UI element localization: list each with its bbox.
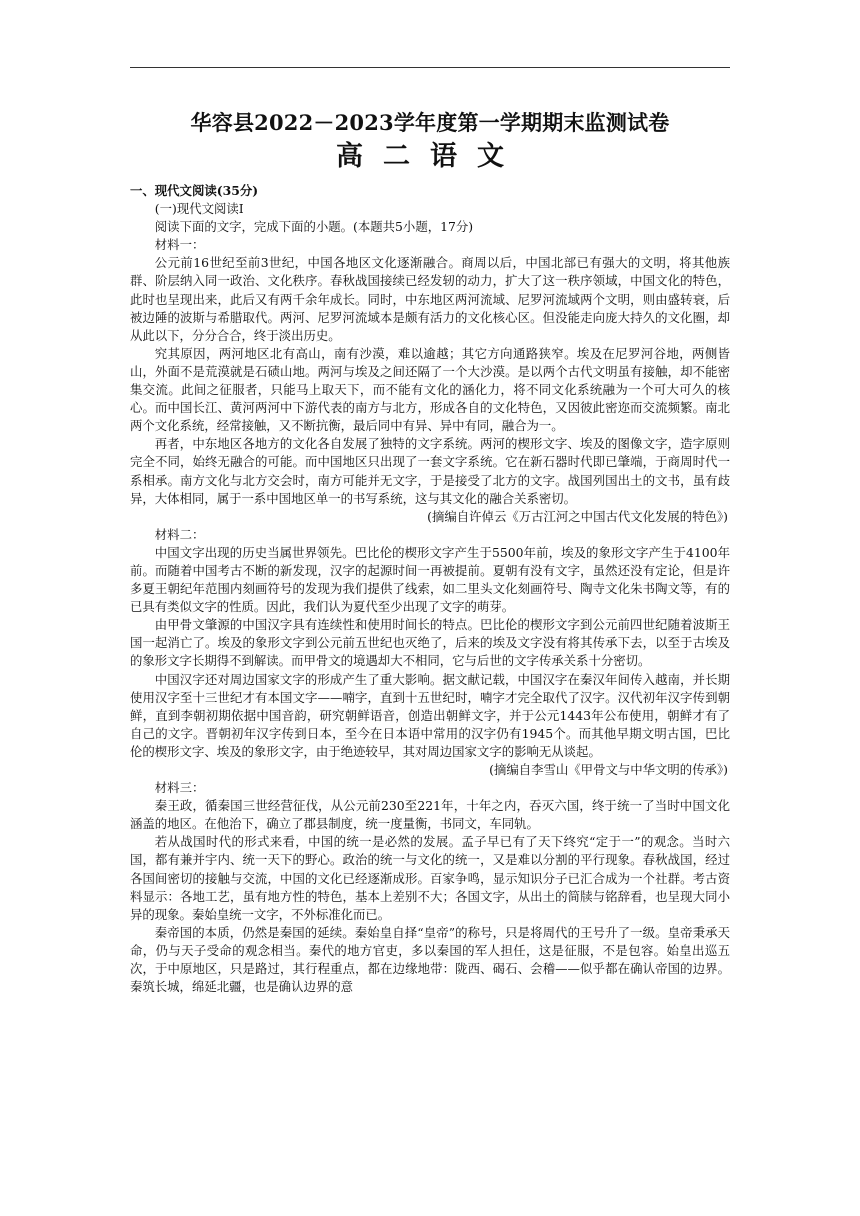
exam-body (130, 182, 730, 996)
header-rule (130, 67, 730, 68)
paragraph: 由甲骨文肇源的中国汉字具有连续性和使用时间长的特点。巴比伦的楔形文字到公元前四世纪随着波斯王国一起消亡了。埃及的象形文字到公元前五世纪也灭绝了，后来的埃及文字没有将其传承下去，以至于古埃及的象形文字长期得不到解读。而甲骨文的境遇却大不相同，它与后世的文字传承关系十分密切。 (130, 617, 730, 669)
sub-heading: (一)现代文阅读Ⅰ (154, 201, 244, 217)
paragraph: 究其原因，两河地区北有高山，南有沙漠，难以逾越；其它方向通路狭窄。埃及在尼罗河谷地，两侧皆山，外面不是荒漠就是石碛山地。两河与埃及之间还隔了一个大沙漠。是以两个古代文明虽有接触，却不能密集交流。此间之征服者，只能马上取天下，而不能有文化的涵化力，将不同文化系统融为一个可大可久的核心。而中国长江、黄河两河中下游代表的南方与北方，形成各自的文化特色，又因彼此密迩而交流频繁。南北两个文化系统，经常接触，又不断抗衡，最后同中有异、异中有同，融合为一。 (130, 345, 730, 434)
paragraph: 公元前16世纪至前3世纪，中国各地区文化逐渐融合。商周以后，中国北部已有强大的文明，将其他族群、阶层纳入同一政治、文化秩序。春秋战国接续已经发轫的动力，扩大了这一秩序领域，中国文化的特色，此时也呈现出来，此后又有两千余年成长。同时，中东地区两河流域、尼罗河流域两个文明，则由盛转衰，后被边陲的波斯与希腊取代。两河、尼罗河流域本是颇有活力的文化核心区。但没能走向庞大持久的文化圈，却从此以下，分分合合，终于淡出历史。 (130, 255, 730, 343)
source-citation: (摘编自李雪山《甲骨文与中华文明的传承》) (489, 762, 728, 777)
paragraph: 中国文字出现的历史当属世界领先。巴比伦的楔形文字产生于5500年前，埃及的象形文字产生于4100年前。而随着中国考古不断的新发现，汉字的起源时间一再被提前。夏朝有没有文字，虽然还没有定论，但是许多夏王朝纪年范围内刻画符号的发现为我们提供了线索，如二里头文化刻画符号、陶寺文化朱书陶文等，有的已具有类似文字的性质。因此，我们认为夏代至少出现了文字的萌芽。 (130, 544, 730, 615)
material-label: 材料一： (154, 237, 205, 253)
material-label: 材料二： (154, 526, 205, 542)
paragraph: 秦王政，循秦国三世经营征伐，从公元前230至221年，十年之内，吞灭六国，终于统一了当时中国文化涵盖的地区。在他治下，确立了郡县制度，统一度量衡，书同文，车同轨。 (130, 798, 730, 832)
paragraph: 再者，中东地区各地方的文化各自发展了独特的文字系统。两河的楔形文字、埃及的图像文字，造字原则完全不同，始终无融合的可能。而中国地区只出现了一套文字系统。它在新石器时代即已肇端，于商周时代一系相承。南方文化与北方交会时，南方可能并无文字，于是接受了北方的文字。战国列国出土的文书，虽有歧异，大体相同，属于一系中国地区单一的书写系统，这与其文化的融合关系密切。 (130, 436, 730, 506)
instruction: 阅读下面的文字，完成下面的小题。(本题共5小题，17分) (154, 219, 474, 235)
paragraph: 中国汉字还对周边国家文字的形成产生了重大影响。据文献记载，中国汉字在秦汉年间传入越南，并长期使用汉字至十三世纪才有本国文字——喃字，直到十五世纪时，喃字才完全取代了汉字。汉代初年汉字传到朝鲜，直到李朝初期依据中国音韵，研究朝鲜语音，创造出朝鲜文字，并于公元1443年公布使用，朝鲜才有了自己的文字。晋朝初年汉字传到日本，至今在日本语中常用的汉字仍有1945个。而其他早期文明古国，巴比伦的楔形文字、埃及的象形文字，由于绝迹较早，其对周边国家文字的影响无从谈起。 (130, 671, 730, 759)
exam-subject: 高二语文 (336, 141, 524, 172)
exam-title: 华容县2022－2023学年度第一学期期末监测试卷 (190, 110, 670, 135)
source-citation: (摘编自许倬云《万古江河之中国古代文化发展的特色》) (427, 508, 728, 524)
section-heading: 一、现代文阅读(35分) (130, 183, 259, 198)
paragraph: 秦帝国的本质，仍然是秦国的延续。秦始皇自择“皇帝”的称号，只是将周代的王号升了一级。皇帝秉承天命，仍与天子受命的观念相当。秦代的地方官吏，多以秦国的军人担任，这是征服，不是包容。始皇出巡五次，于中原地区，只是路过，其行程重点，都在边缘地带：陇西、碣石、会稽——似乎都在确认帝国的边界。秦筑长城，绵延北疆，也是确认边界的意 (130, 924, 730, 995)
paragraph: 若从战国时代的形式来看，中国的统一是必然的发展。孟子早已有了天下终究“定于一”的观念。当时六国，都有兼并宇内、统一天下的野心。政治的统一与文化的统一，又是难以分割的平行现象。春秋战国，经过各国间密切的接触与交流，中国的文化已经逐渐成形。百家争鸣，显示知识分子已汇合成为一个社群。考古资料显示：各地工艺，虽有地方性的特色，基本上差别不大；各国文字，从出土的简牍与铭辞看，也呈现大同小异的现象。秦始皇统一文字，不外标准化而已。 (130, 834, 730, 922)
material-label: 材料三： (154, 780, 205, 796)
